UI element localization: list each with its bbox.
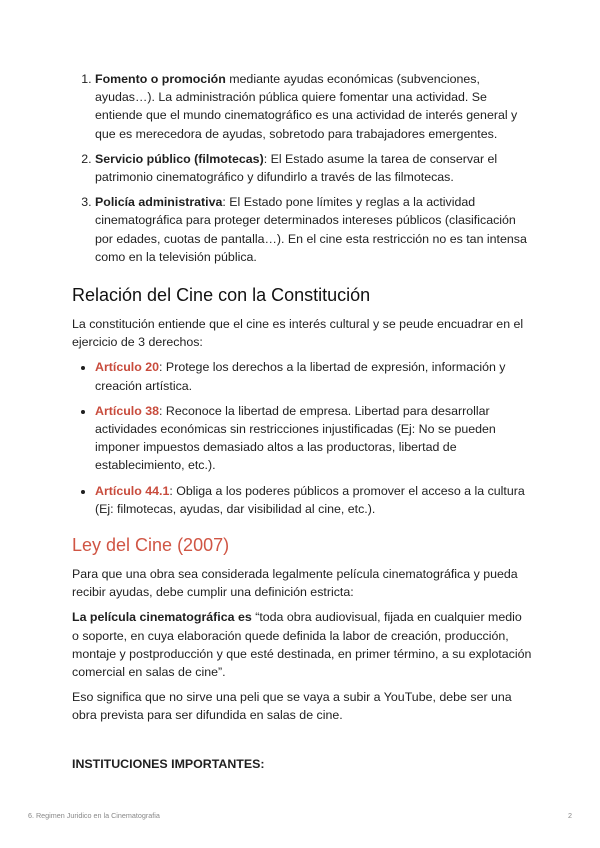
page-number: 2 [568,811,572,820]
article-text: : Reconoce la libertad de empresa. Libertad para desarrollar actividades económicas sin restricciones injustificadas (Ej: No se pueden imponer impuestos demasiado altos a las productoras, libertad de establecimiento, etc.). [95,403,496,473]
paragraph: Para que una obra sea considerada legalmente película cinematográfica y pueda recibir ayudas, debe cumplir una definición estricta: [72,567,518,600]
paragraph: Eso significa que no sirve una peli que se vaya a subir a YouTube, debe ser una obra prevista para ser difundida en salas de cine. [72,690,512,723]
list-item-text: : El Estado asume la tarea de conservar el patrimonio cinematográfico y difundirlo a través de las filmotecas. [95,151,498,185]
list-item-title: Policía administrativa [95,195,223,210]
list-item-text: : El Estado pone límites y reglas a la actividad cinematográfica para proteger determinados intereses públicos (clasificación por edades, cuotas de pantalla…). En el cine esta restricción no es tan intensa como en la televisión pública. [95,195,527,264]
list-item-title: Servicio público (filmotecas) [95,151,264,166]
list-item [95,150,532,186]
footer-title: 6. Regimen Juridico en la Cinematografia [28,811,160,820]
list-item-title: Fomento o promoción [95,72,226,86]
page-content [72,70,532,773]
list-item [95,193,532,266]
definition-text: “toda obra audiovisual, fijada en cualquier medio o soporte, en cuya elaboración quede definida la labor de creación, producción, montaje y postproducción y que esté destinada, en primer término, a su explotación comercial en salas de cine”. [72,610,532,680]
definition-label: La película cinematográfica es [72,610,252,625]
article-name: Artículo 20 [95,360,160,375]
article-name: Artículo 44.1 [95,483,170,498]
list-item [95,358,532,394]
list-item [95,482,532,518]
article-text: : Obliga a los poderes públicos a promover el acceso a la cultura (Ej: filmotecas, ayudas, dar visibilidad al cine, etc.). [95,483,525,516]
articles-list [72,358,532,518]
list-item [95,402,532,475]
article-name: Artículo 38 [95,403,160,418]
page-footer [28,811,572,820]
section-intro: La constitución entiende que el cine es interés cultural y se peude encuadrar en el ejercicio de 3 derechos: [72,317,524,350]
article-text: : Protege los derechos a la libertad de expresión, información y creación artística. [95,360,506,393]
section-heading-ley-cine: Ley del Cine (2007) [72,535,230,556]
list-item-text: mediante ayudas económicas (subvenciones, ayudas…). La administración pública quiere fomentar una actividad. Se entiende que el mundo cinematográfico es una actividad de interés general y que es merecedora de ayudas, sobretodo para trabajadores emergentes. [95,72,518,141]
section-heading-constitucion: Relación del Cine con la Constitución [72,285,371,306]
list-item [95,70,532,143]
institutions-heading: INSTITUCIONES IMPORTANTES: [72,756,265,771]
admin-activities-list [72,70,532,266]
definition-paragraph [72,608,532,681]
